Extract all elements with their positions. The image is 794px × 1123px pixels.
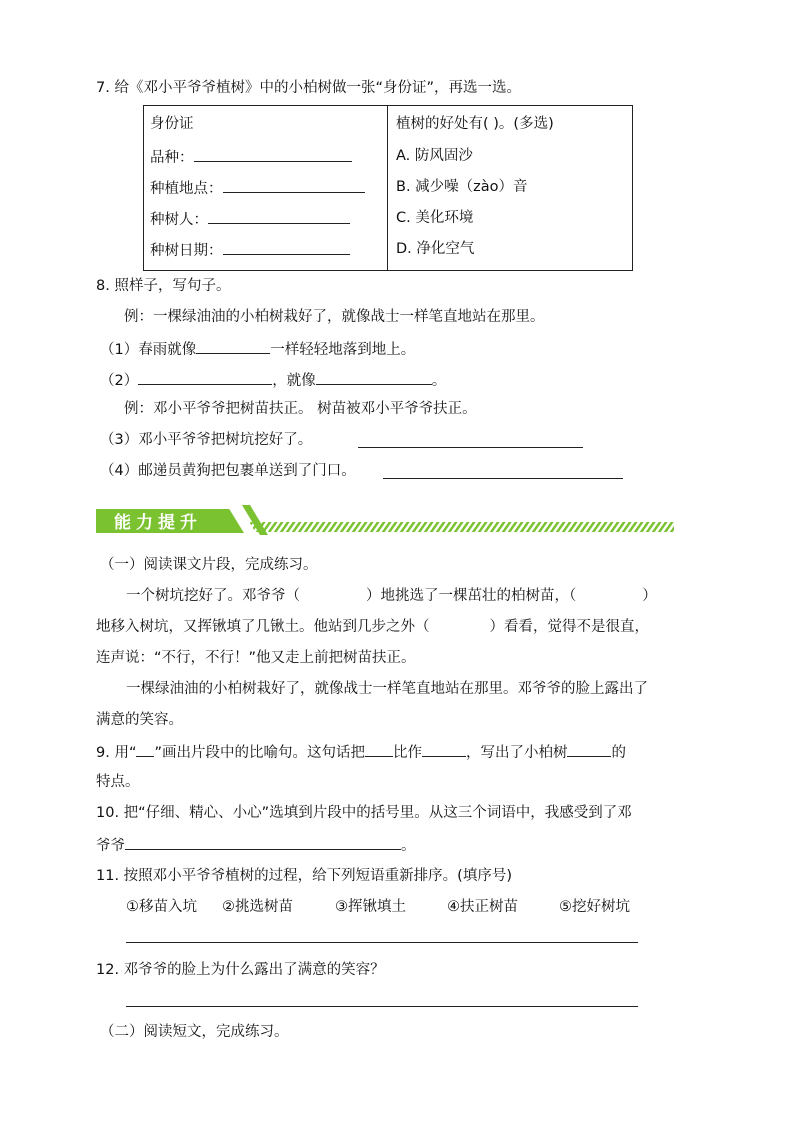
ability-banner xyxy=(96,503,676,539)
option-a[interactable]: A. 防风固沙 xyxy=(396,148,473,164)
q9-line-2: 特点。 xyxy=(96,774,140,790)
passage-p1-l3: 连声说：“不行，不行！”他又走上前把树苗扶正。 xyxy=(96,650,416,666)
item2-blank-a[interactable] xyxy=(138,369,272,385)
q12-stem: 12. 邓爷爷的脸上为什么露出了满意的笑容？ xyxy=(96,962,385,978)
id-card-table xyxy=(143,105,633,271)
section2-heading: （二）阅读短文，完成练习。 xyxy=(100,1024,289,1040)
option-b[interactable]: B. 减少噪（zào）音 xyxy=(396,179,528,195)
banner-title: 能力提升 xyxy=(114,513,202,533)
passage-p1-l1: 一个树坑挖好了。邓爷爷（ ）地挑选了一棵茁壮的柏树苗，（ ） xyxy=(126,588,657,604)
item2-blank-b[interactable] xyxy=(316,369,432,385)
q11-item-2: ②挑选树苗 xyxy=(222,899,293,915)
date-blank[interactable] xyxy=(223,239,350,255)
q8-item-4: （4）邮递员黄狗把包裹单送到了门口。 xyxy=(100,463,356,479)
table-divider xyxy=(387,106,388,270)
variety-blank[interactable] xyxy=(194,146,352,162)
q10-line-2: 爷爷 。 xyxy=(96,834,416,856)
q10-line-1: 10. 把“仔细、精心、小心”选填到片段中的括号里。从这三个词语中，我感受到了邓 xyxy=(96,805,632,821)
q11-answer-line[interactable] xyxy=(126,942,638,943)
q8-item-1: （1）春雨就像 一样轻轻地落到地上。 xyxy=(100,338,415,360)
q12-answer-line[interactable] xyxy=(126,1006,638,1007)
q8-example-2: 例：邓小平爷爷把树苗扶正。 树苗被邓小平爷爷扶正。 xyxy=(124,401,477,417)
q10-blank[interactable] xyxy=(125,834,401,850)
field-variety: 品种： xyxy=(150,146,352,168)
q11-item-3: ③挥锹填土 xyxy=(335,899,406,915)
q11-item-5: ⑤挖好树坑 xyxy=(559,899,630,915)
field-date: 种树日期： xyxy=(150,239,350,261)
item1-blank[interactable] xyxy=(196,338,270,354)
location-blank[interactable] xyxy=(223,177,365,193)
passage-p1-l2: 地移入树坑，又挥锹填了几锹土。他站到几步之外（ ）看看，觉得不是很直， xyxy=(96,619,649,635)
q8-stem: 8. 照样子，写句子。 xyxy=(96,278,231,294)
passage-p2-l1: 一棵绿油油的小柏树栽好了，就像战士一样笔直地站在那里。邓爷爷的脸上露出了 xyxy=(126,681,648,697)
passage-p2-l2: 满意的笑容。 xyxy=(96,712,183,728)
option-d[interactable]: D. 净化空气 xyxy=(396,241,475,257)
q11-stem: 11. 按照邓小平爷爷植树的过程，给下列短语重新排序。(填序号) xyxy=(96,868,512,884)
benefit-question: 植树的好处有( )。(多选) xyxy=(396,116,554,132)
banner-hatch-strip xyxy=(246,522,674,532)
q8-item-3: （3）邓小平爷爷把树坑挖好了。 xyxy=(100,432,313,448)
q11-item-1: ①移苗入坑 xyxy=(126,899,197,915)
item3-answer-line[interactable] xyxy=(358,447,583,448)
q8-example-1: 例：一棵绿油油的小柏树栽好了，就像战士一样笔直地站在那里。 xyxy=(124,309,545,325)
id-card-title: 身份证 xyxy=(150,116,194,132)
section1-heading: （一）阅读课文片段，完成练习。 xyxy=(100,557,318,573)
q11-item-4: ④扶正树苗 xyxy=(447,899,518,915)
q9-blank-3[interactable] xyxy=(567,741,611,757)
item4-answer-line[interactable] xyxy=(383,478,623,479)
field-planter: 种树人： xyxy=(150,208,350,230)
field-location: 种植地点： xyxy=(150,177,365,199)
planter-blank[interactable] xyxy=(208,208,350,224)
option-c[interactable]: C. 美化环境 xyxy=(396,210,474,226)
q9-blank-1[interactable] xyxy=(365,741,393,757)
q9-line-1: 9. 用“ ”画出片段中的比喻句。这句话把 比作 ，写出了小柏树 的 xyxy=(96,741,626,763)
q7-stem: 7. 给《邓小平爷爷植树》中的小柏树做一张“身份证”，再选一选。 xyxy=(96,80,521,96)
q8-item-2: （2） ，就像 。 xyxy=(100,369,446,391)
q9-underline-sample xyxy=(136,742,154,757)
q9-blank-2[interactable] xyxy=(422,741,466,757)
